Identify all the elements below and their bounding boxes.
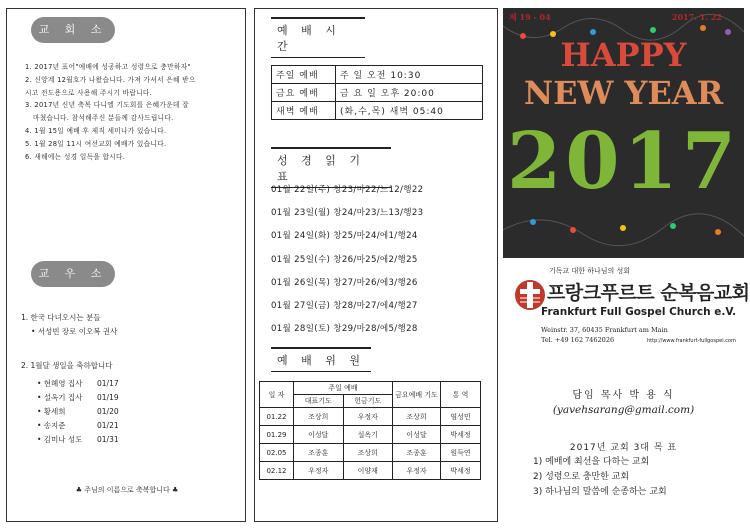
new-year-banner xyxy=(503,8,744,258)
visit-item: • 서성빈 장로 이오복 권사 xyxy=(31,327,118,336)
pastor-name: 담임 목사 박 용 식 xyxy=(572,390,675,401)
worship-time: (화,수,목) 새벽 05:40 xyxy=(336,102,483,120)
staff-cell: 02.05 xyxy=(260,444,294,462)
birthday-date: 01/31 xyxy=(97,435,119,444)
year-text: 2017 xyxy=(506,116,741,207)
staff-cell: 우정자 xyxy=(393,462,441,480)
birthday-date: 01/20 xyxy=(97,407,119,416)
birthday-item xyxy=(21,433,241,447)
staff-row xyxy=(260,444,481,462)
staff-cell: 박세정 xyxy=(441,462,481,480)
birthday-date: 01/19 xyxy=(97,393,119,402)
pastor-email[interactable]: (yavehsarang@gmail.com) xyxy=(552,404,695,416)
worship-name: 주일 예배 xyxy=(272,66,336,84)
staff-cell: 조상희 xyxy=(343,444,393,462)
worship-time: 금 요 일 오후 20:00 xyxy=(336,84,483,102)
middle-panel xyxy=(254,8,498,522)
reading-item: 01월 26일(목) 창27/마26/에3/행26 xyxy=(271,277,418,288)
blessing-footer: ♣ 주님의 이름으로 축복합니다 ♣ xyxy=(75,486,179,494)
members-title: 교 우 소 식 xyxy=(31,261,115,287)
staff-cell: 원득연 xyxy=(441,444,481,462)
goals-title: 2017년 교회 3대 목 표 xyxy=(569,443,678,453)
staff-header-sunday: 주일 예배 xyxy=(294,382,393,395)
birthday-date: 01/17 xyxy=(97,379,119,388)
happy-text-content: HAPPY xyxy=(560,36,687,74)
members-news xyxy=(21,311,241,447)
reading-title: 성 경 읽 기 표 xyxy=(271,147,391,188)
church-name-english: Frankfurt Full Gospel Church e.V. xyxy=(541,306,737,318)
worship-row xyxy=(272,84,483,102)
staff-cell: 이성달 xyxy=(294,426,344,444)
worship-row xyxy=(272,102,483,120)
church-website[interactable]: http://www.frankfurt-fullgospel.com xyxy=(647,338,736,344)
staff-header-offering: 헌금기도 xyxy=(343,395,393,408)
staff-cell: 우정자 xyxy=(343,408,393,426)
staff-header-friday: 금요예배 기도 xyxy=(393,382,441,408)
staff-row xyxy=(260,408,481,426)
reading-item: 01월 28일(토) 창29/마28/에5/행28 xyxy=(271,324,418,335)
reading-item: 01월 27일(금) 창28/마27/에4/행27 xyxy=(271,301,418,312)
staff-title: 예 배 위 원 xyxy=(271,347,371,372)
birthday-date: 01/21 xyxy=(97,421,119,430)
reading-list xyxy=(271,179,423,341)
staff-row xyxy=(260,426,481,444)
issue-number: 제 19 - 04 xyxy=(509,12,551,22)
notice-item: 2. 신앙계 12월호가 나왔습니다. 가져 가셔서 은혜 받으 xyxy=(25,75,196,84)
birthday-name: • 설옥기 집사 xyxy=(37,393,83,402)
staff-cell: 이성달 xyxy=(393,426,441,444)
notice-item: 4. 1월 15일 예배 후 제직 세미나가 있습니다. xyxy=(25,126,167,135)
staff-cell: 설옥기 xyxy=(343,426,393,444)
birthday-name: • 황세희 xyxy=(37,407,66,416)
birthday-name: • 김미나 성도 xyxy=(37,435,83,444)
staff-cell: 01.22 xyxy=(260,408,294,426)
birthday-item xyxy=(21,377,241,391)
church-phone: Tel. +49 162 7462026 xyxy=(541,336,615,344)
birthday-name: • 송지준 xyxy=(37,421,66,430)
notice-list xyxy=(25,61,241,163)
worship-name: 새벽 예배 xyxy=(272,102,336,120)
visit-heading: 1. 한국 다녀오시는 분들 xyxy=(21,313,101,322)
reading-item: 01월 22일(주) 창23/마22/느12/행22 xyxy=(271,185,424,195)
goal-item: 2) 성령으로 충만한 교회 xyxy=(533,472,630,482)
staff-table xyxy=(259,381,481,480)
worship-table xyxy=(271,65,483,120)
church-tagline: 기독교 대한 하나님의 성회 xyxy=(549,267,631,275)
goals-list xyxy=(533,455,667,500)
reading-item: 01월 24일(화) 창25/마24/에1/행24 xyxy=(271,231,418,242)
staff-cell: 조상희 xyxy=(393,408,441,426)
worship-row xyxy=(272,66,483,84)
worship-name: 금요 예배 xyxy=(272,84,336,102)
staff-header-translation: 통 역 xyxy=(441,382,481,408)
staff-cell: 01.29 xyxy=(260,426,294,444)
birthday-item xyxy=(21,391,241,405)
staff-cell: 우정자 xyxy=(294,462,344,480)
notice-item: 1. 2017년 표어"예배에 성공하고 성령으로 충만하자" xyxy=(25,63,191,71)
staff-cell: 조종훈 xyxy=(294,444,344,462)
notice-item: 3. 2017년 신년 축복 다니엘 기도회를 은혜가운데 잘 xyxy=(25,101,189,110)
staff-cell: 조종훈 xyxy=(393,444,441,462)
birthday-heading: 2. 1월달 생일을 축하합니다 xyxy=(21,361,113,370)
notice-item: 시고 전도용으로 사용해 주시기 바랍니다. xyxy=(25,88,153,97)
reading-item: 01월 25일(수) 창26/마25/에2/행25 xyxy=(271,254,418,265)
worship-time: 주 일 오전 10:30 xyxy=(336,66,483,84)
happy-text xyxy=(503,36,744,74)
goal-item: 3) 하나님의 말씀에 순종하는 교회 xyxy=(533,487,667,497)
goal-item: 1) 예배에 최선을 다하는 교회 xyxy=(533,457,650,467)
staff-cell: 박세정 xyxy=(441,426,481,444)
left-panel xyxy=(6,8,246,522)
notices-title: 교 회 소 식 xyxy=(31,17,115,43)
reading-item: 01월 23일(월) 창24/마23/느13/행23 xyxy=(271,208,424,219)
staff-cell: 02.12 xyxy=(260,462,294,480)
church-name-korean: 프랑크푸르트 순복음교회 xyxy=(547,282,750,304)
issue-date: 2017. 1. 22 xyxy=(671,12,722,22)
new-year-text: NEW YEAR xyxy=(523,74,724,112)
notice-item: 6. 새해에는 성경 일독을 합시다. xyxy=(25,152,126,161)
staff-header-prayer: 대표기도 xyxy=(294,395,344,408)
right-panel xyxy=(503,8,750,522)
birthday-item xyxy=(21,405,241,419)
notice-item: 5. 1월 28일 11시 여선교회 예배가 있습니다. xyxy=(25,139,167,148)
staff-row xyxy=(260,462,481,480)
church-address: Weinstr. 37, 60435 Frankfurt am Main xyxy=(541,326,668,334)
staff-header-date: 일 자 xyxy=(260,382,294,408)
staff-cell: 조상희 xyxy=(294,408,344,426)
birthday-name: • 현혜영 집사 xyxy=(37,379,83,388)
notice-item: 마쳤습니다. 참석해주신 분들께 감사드립니다. xyxy=(33,114,174,123)
worship-title: 예 배 시 간 xyxy=(271,17,365,58)
staff-cell: 이양재 xyxy=(343,462,393,480)
birthday-item xyxy=(21,419,241,433)
staff-cell: 염성민 xyxy=(441,408,481,426)
